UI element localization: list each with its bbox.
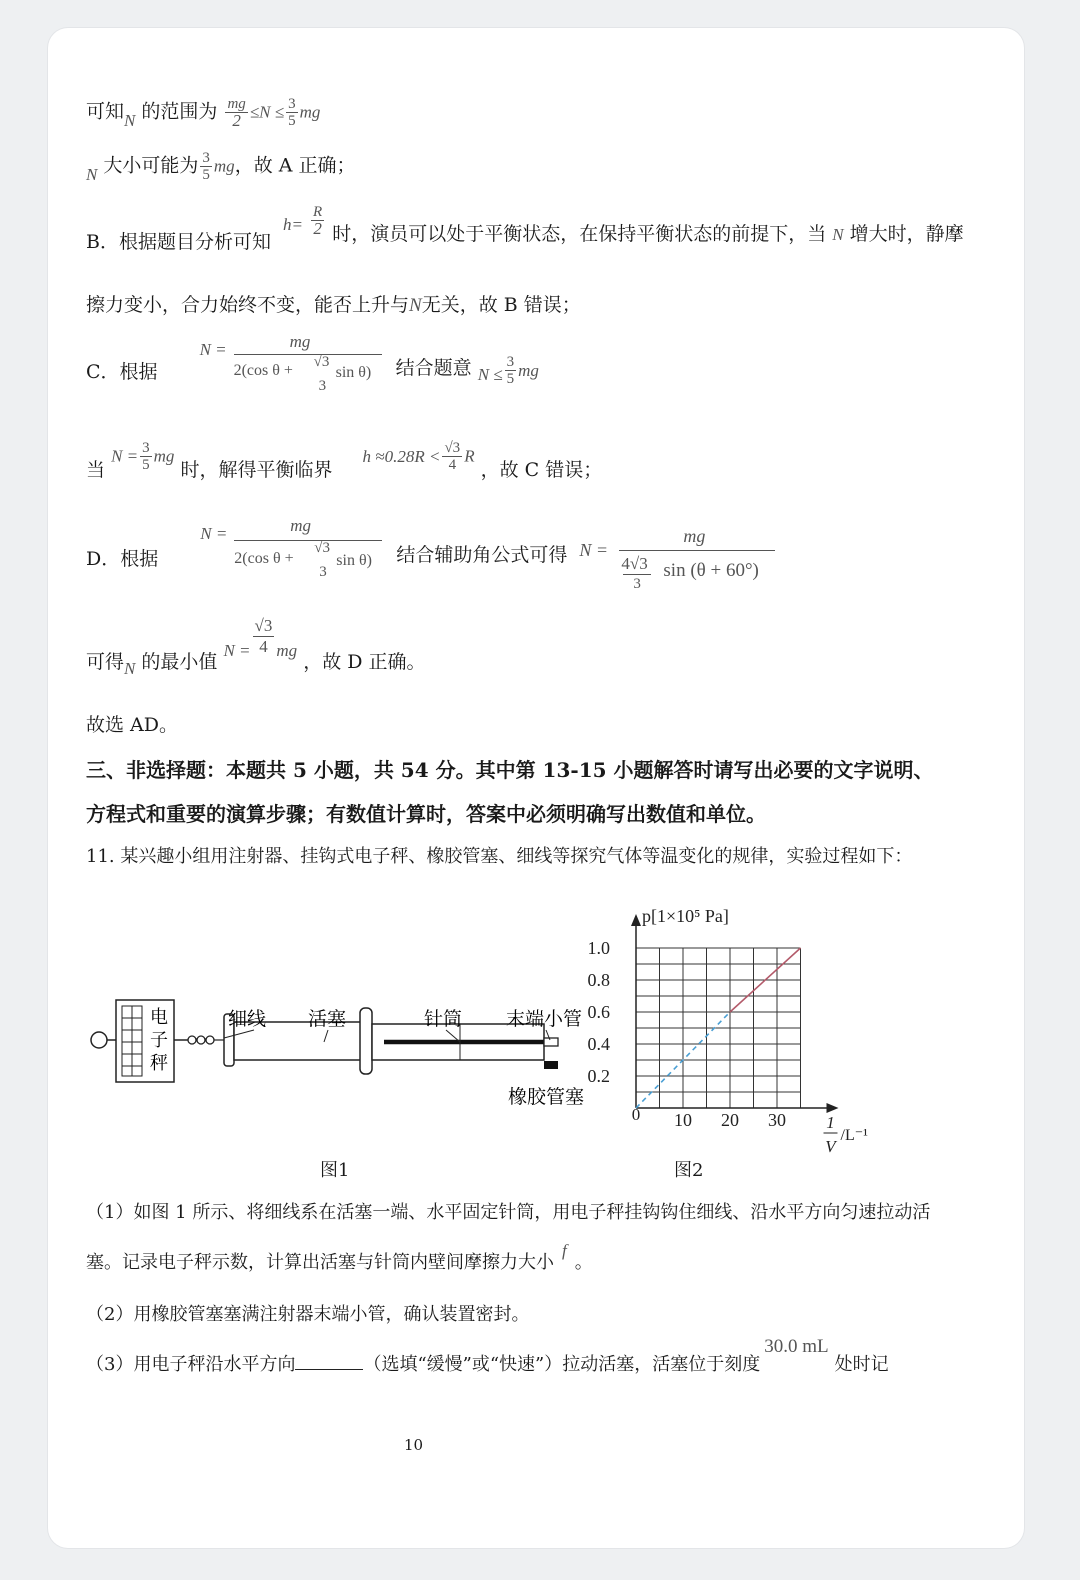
text: 可得 [86, 650, 125, 673]
document-page [48, 28, 1024, 1548]
y-axis-label: p[1×10⁵ Pa] [642, 906, 729, 926]
x-axis-label-unit: /L⁻¹ [840, 1127, 868, 1144]
y-tick-label: 0.6 [587, 1002, 610, 1022]
line-d2 [86, 616, 426, 678]
text: 时，演员可以处于平衡状态，在保持平衡状态的前提下，当 [332, 222, 827, 245]
y-tick-label: 0.2 [587, 1066, 610, 1086]
line-b2 [86, 290, 581, 317]
label-stopper: 橡胶管塞 [508, 1087, 585, 1108]
line-c2 [86, 440, 603, 481]
x-tick-label: 10 [674, 1110, 692, 1130]
label-piston: 活塞 [308, 1009, 347, 1030]
math-var: R [464, 446, 475, 466]
line-b [86, 204, 964, 253]
x-tick-label: 30 [768, 1110, 786, 1130]
scale-label-char: 秤 [150, 1053, 168, 1073]
math-expr: mg [153, 446, 175, 466]
formula-n-d-result: N = mg 4√3 3 sin (θ + 60°) [579, 514, 779, 584]
label-end-tube: 末端小管 [506, 1009, 583, 1030]
math-expr: mg [299, 102, 321, 122]
math-var: N [409, 295, 422, 316]
text: 的最小值 [141, 650, 218, 673]
hook [188, 1036, 196, 1044]
math-expr: N = [111, 446, 139, 466]
math-expr: mg [276, 640, 298, 660]
math-op: = [291, 214, 303, 234]
text: D．根据 [86, 548, 159, 570]
label-thread: 细线 [228, 1009, 267, 1030]
answer-line: 故选 AD。 [86, 714, 178, 736]
text: 的范围为 [141, 100, 218, 123]
text: B．根据题目分析可知 [86, 230, 271, 253]
math-expr: mg [518, 360, 539, 380]
y-tick-label: 0.4 [587, 1034, 610, 1054]
math-var: N [124, 658, 136, 678]
scale-label-char: 子 [150, 1030, 168, 1050]
hook-ring [91, 1032, 107, 1048]
question-11: 11. 某兴趣小组用注射器、挂钩式电子秤、橡胶管塞、细线等探究气体等温变化的规律，实验过程如下： [86, 846, 913, 867]
text: 大小可能为 [103, 154, 199, 177]
fraction: $\frac{√3}{4}$ [254, 616, 273, 656]
text: ，故 D 正确。 [303, 650, 426, 673]
line-d [86, 514, 779, 592]
fraction: $\frac{R}{2}$ [313, 204, 323, 238]
x-tick-label: 20 [721, 1110, 739, 1130]
y-axis-arrow [631, 914, 641, 926]
figure2-chart [548, 868, 878, 1168]
blank-input[interactable] [295, 1353, 363, 1370]
figure1-caption: 图1 [320, 1160, 350, 1181]
text: 结合辅助角公式可得 [396, 544, 568, 566]
math-var: h [283, 214, 292, 234]
barrel-flange [360, 1008, 372, 1074]
fraction: $\frac{3}{5}$ [202, 150, 210, 183]
x-axis-label-den: V [825, 1137, 836, 1156]
step-2: （2）用橡胶管塞塞满注射器末端小管，确认装置密封。 [86, 1304, 530, 1325]
math-expr: ≤N ≤ [249, 102, 285, 122]
step-1-line-1: （1）如图 1 所示、将细线系在活塞一端、水平固定针筒，用电子秤挂钩钩住细线、沿水平方向匀速拉动活 [86, 1202, 931, 1223]
x-axis-arrow [827, 1103, 839, 1113]
line-c [86, 334, 539, 400]
text: ，故 C 错误； [480, 458, 603, 481]
text: 无关，故 B 错误； [421, 294, 581, 316]
line-n-range [86, 96, 320, 129]
fraction: $\frac{3}{5}$ [142, 440, 150, 473]
formula-n-frac: N = mg 2(cos θ + √3 3 sin θ) [164, 334, 354, 400]
y-tick-label: 0.8 [587, 970, 610, 990]
figure2-caption: 图2 [674, 1160, 704, 1181]
fraction: $\frac{mg}{2}$ [227, 96, 246, 130]
scale-value: 30.0 mL [764, 1336, 829, 1357]
text: 当 [86, 458, 106, 481]
fraction: $\frac{√3}{4}$ [444, 440, 461, 473]
text: 结合题意 [395, 356, 472, 379]
math-var: N [124, 110, 136, 130]
math-expr: N = [223, 640, 251, 660]
math-expr: mg [213, 156, 235, 176]
page-number: 10 [404, 1436, 424, 1454]
fraction: $\frac{3}{5}$ [288, 96, 296, 129]
section-heading-1: 三、非选择题：本题共 5 小题，共 54 分。其中第 13-15 小题解答时请写出必要的文字说明、 [86, 758, 934, 782]
math-expr: h ≈0.28R < [362, 446, 441, 466]
formula-n-frac-d: N = mg 2(cos θ + √3 3 sin θ) [164, 514, 354, 580]
text: 时，解得平衡临界 [180, 458, 333, 481]
math-var: N [832, 224, 844, 244]
section-heading-2: 方程式和重要的演算步骤；有数值计算时，答案中必须明确写出数值和单位。 [86, 802, 766, 826]
text: 增大时，静摩 [849, 222, 964, 245]
line-n-possible [86, 150, 356, 183]
fraction: $\frac{3}{5}$ [506, 354, 515, 387]
step-3: （3）用电子秤沿水平方向 （选填“缓慢”或“快速”）拉动活塞，活塞位于刻度30.0 mL处时记 [86, 1336, 889, 1375]
y-tick-label: 1.0 [587, 938, 610, 958]
scale-label-char: 电 [150, 1007, 168, 1027]
math-var: f [562, 1241, 567, 1260]
math-expr: N ≤ [477, 364, 503, 384]
text: 擦力变小，合力始终不变，能否上升与 [86, 294, 410, 316]
origin-label: 0 [631, 1105, 641, 1124]
text: ，故 A 正确； [234, 154, 356, 177]
x-axis-label-num: 1 [826, 1113, 835, 1132]
text: 可知 [86, 100, 125, 123]
label-barrel: 针筒 [424, 1009, 463, 1030]
text: C．根据 [86, 360, 158, 383]
step-1-line-2: 塞。记录电子秤示数，计算出活塞与针筒内壁间摩擦力大小f。 [86, 1241, 593, 1273]
math-var: N [86, 164, 98, 184]
figure1-apparatus [84, 968, 585, 1108]
